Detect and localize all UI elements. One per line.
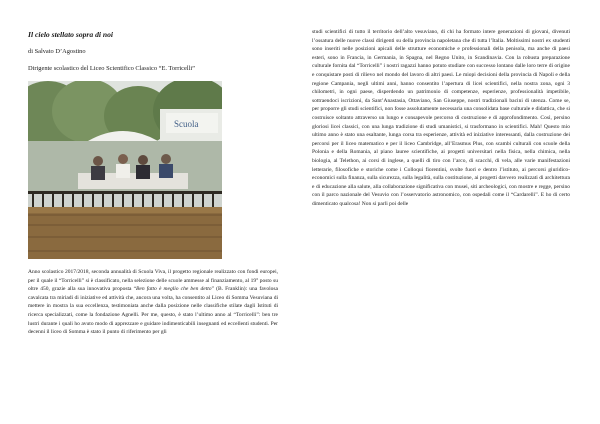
event-photo [28,81,222,259]
left-body-part-2: ” (B. Franklin): una favolosa cavalcata tra miriadi di iniziative ed attività che, ancora una volta, ha consentito al Liceo di Somma Vesuviana di mettere in mostra la sua eccellenza, testimoniata anche dalla posizione nelle classifiche stilate dagli Istituti di ricerca specializzati, come la fondazione Agnelli. Per me, questo, è stato l’ultimo anno al “Torricelli”: ben tre lustri durante i quali ho avuto modo di apprezzare e guidare indimenticabili insegnanti ed eccellenti studenti. Per decenni il liceo di Somma è stato il punto di riferimento per gli [28,286,278,336]
right-body-text: studi scientifici di tutto il territorio dell’alto vesuviano, di chi ha formato intere generazioni di giovani, divenuti l’ossatura delle nuove classi dirigenti su della provincia napoletana che di tutta l’Italia. Moltissimi nostri ex studenti sono inseriti nelle posizioni apicali delle strutture economiche e professionali della penisola, ma anche di paesi esteri, sono in Francia, in Germania, in Spagna, nel Regno Unito, in Scandinavia. Con la robusta preparazione culturale fornita dal “Torricelli” i nostri ragazzi hanno potuto studiare con successo lontano dalle loro terre di origine e conquistare posti di rilievo nel mondo del lavoro di altri paesi. Le miopi decisioni della provincia di Napoli e della regione Campania, negli ultimi anni, hanno consentito l’apertura di licei scientifici, nella nostra zona, ogni 3 chilometri, in ogni paese, disperdendo un patrimonio di competenze, esperienze, professionalità impetibile, sottraendoci iscrizioni, da Sant’Anastasia, Ottaviano, San Giuseppe, nostri tradizionali bacini di utenza. Come se, per proporre gli studi scientifici, non fosse assolutamente necessaria una consolidata base culturale e didattica, che si costruisce soltanto attraverso un lungo e consapevole percorso di costruzione e di approfondimento. Così, persino gloriosi licei classici, con una lunga tradizione di studi umanistici, si trasformano in scientifici. Mah! Questo mio ultimo anno è stato una esaltante, lunga corsa tra esperienze, attività ed iniziative interessanti, dalla costruzione dei percorsi per il liceo matematico e per il liceo Cambridge, all’Erasmus Plus, con scambi culturali con scuole della Polonia e della Romania, al piano lauree scientifiche, ai progetti universitari nella fisica, nella chimica, nella biologia, al Telethon, ai corsi di inglese, a quelli di tiro con l’arco, di scacchi, di vela, alle varie manifestazioni letterarie, filosofiche e storiche come i Colloqui fiorentini, svolte fuori e dentro l’istituto, ai percorsi giuridico-economici sulla finanza, sulla sicurezza, sulla legalità, sulla costituzione, ai progetti davvero realizzati di architettura e di educazione alla salute, alla collaborazione significativa con musei, siti archeologici, con mostre e regge, persino con il parco nazionale del Vesuvio con l’osservatorio astronomico, con ospedali come il “Cardarelli”. E ho di certo dimenticato qualcosa! Non si parli poi delle [312,29,570,207]
left-body-text [28,268,278,337]
right-column [312,28,570,208]
left-body-part-1: Anno scolastico 2017/2018, seconda annualità di Scuola Viva, il progetto regionale realizzato con fondi europei, per il quale il “Torricelli” si è classificato, nella selezione delle scuole ammesse al finanziamento, al 19° posto su oltre 450, grazie alla sua innovativa proposta “ [28,269,278,293]
left-column [28,30,278,259]
article-title: Il cielo stellato sopra di noi [28,30,114,39]
article-byline: di Salvato D’Agostino [28,48,86,55]
sign-text: Scuola [174,119,199,129]
author-role: Dirigente scolastico del Liceo Scientifico Classico “E. Torricelli” [28,65,195,72]
left-body-quote: Ben fatto è meglio che ben detto [136,286,212,293]
